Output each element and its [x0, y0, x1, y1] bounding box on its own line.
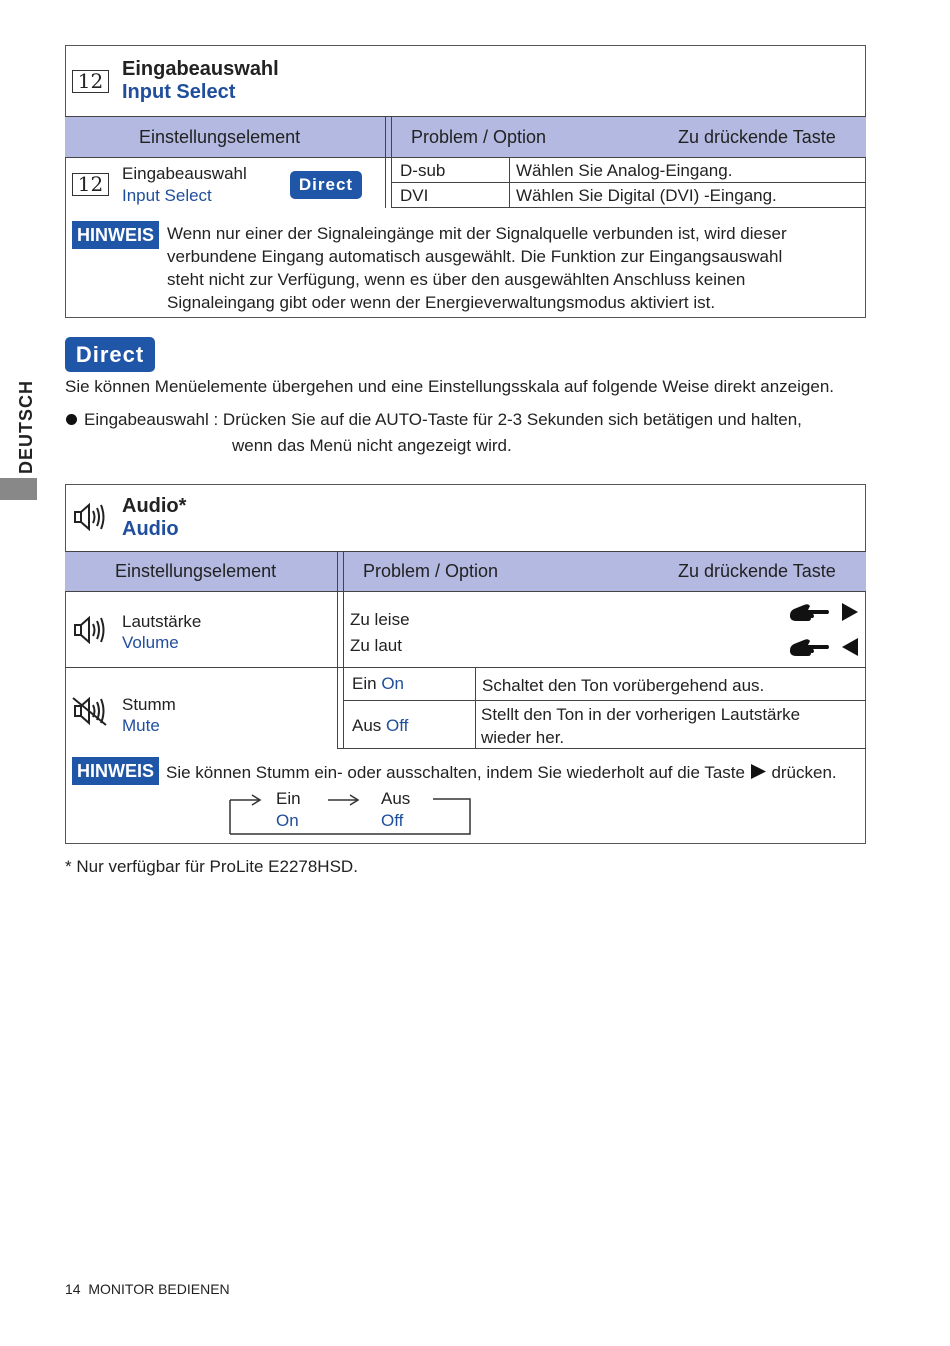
volume-label-de: Lautstärke — [122, 612, 202, 631]
input-select-item-en: Input Select — [122, 186, 212, 205]
volume-too-loud: Zu laut — [350, 636, 402, 655]
speaker-icon — [72, 500, 108, 534]
option-dsub: D-sub — [400, 161, 446, 180]
header-key: Zu drückende Taste — [678, 127, 836, 147]
mute-off-desc: Stellt den Ton in der vorherigen Lautstärke wieder her. — [481, 705, 801, 747]
side-language-label: DEUTSCH — [16, 380, 36, 475]
direct-badge: Direct — [290, 171, 362, 199]
audio-note: Sie können Stumm ein- oder ausschalten, indem Sie wiederholt auf die Taste drücken. — [166, 763, 837, 782]
header-problem-option: Problem / Option — [411, 127, 547, 147]
volume-too-quiet: Zu leise — [350, 610, 410, 629]
header-setting-element: Einstellungselement — [139, 127, 301, 147]
audio-title-en: Audio — [122, 518, 179, 540]
mute-cycle-diagram — [228, 792, 473, 837]
mute-label-en: Mute — [122, 716, 160, 735]
side-tab-marker — [0, 478, 37, 500]
audio-title-de: Audio* — [122, 495, 187, 517]
page-footer: 14 MONITOR BEDIENEN — [65, 1281, 230, 1297]
left-triangle-icon — [840, 636, 860, 658]
input-select-title-de: Eingabeauswahl — [122, 58, 279, 80]
mute-on-desc: Schaltet den Ton vorübergehend aus. — [482, 676, 765, 695]
footnote: * Nur verfügbar für ProLite E2278HSD. — [65, 857, 358, 876]
volume-label-en: Volume — [122, 633, 179, 652]
hinweis-badge: HINWEIS — [72, 221, 159, 249]
right-triangle-icon — [840, 601, 860, 623]
mute-icon — [72, 694, 110, 728]
menu-number-icon: 12 — [72, 173, 109, 196]
audio-panel — [65, 484, 866, 844]
option-dvi: DVI — [400, 186, 429, 205]
cycle-off: Off — [381, 811, 404, 830]
direct-section-badge: Direct — [65, 337, 155, 372]
audio-header-key: Zu drückende Taste — [678, 561, 836, 581]
cycle-on: On — [276, 811, 299, 830]
cycle-ein: Ein — [276, 789, 301, 808]
mute-off-option: Aus Off — [352, 716, 409, 735]
direct-bullet-line1: Eingabeauswahl : Drücken Sie auf die AUTO-Taste für 2-3 Sekunden sich betätigen und halten, — [84, 410, 802, 429]
audio-header-problem-option: Problem / Option — [363, 561, 499, 581]
input-select-title-en: Input Select — [122, 81, 236, 103]
pointing-hand-icon — [788, 601, 830, 623]
option-dsub-desc: Wählen Sie Analog-Eingang. — [516, 161, 733, 180]
speaker-icon — [72, 613, 108, 647]
option-dvi-desc: Wählen Sie Digital (DVI) -Eingang. — [516, 186, 777, 205]
direct-bullet-line2: wenn das Menü nicht angezeigt wird. — [232, 436, 512, 455]
input-select-item-de: Eingabeauswahl — [122, 164, 247, 183]
direct-intro: Sie können Menüelemente übergehen und eine Einstellungsskala auf folgende Weise direkt anzeigen. — [65, 377, 834, 396]
input-select-note: Wenn nur einer der Signaleingänge mit der Signalquelle verbunden ist, wird dieser verbundene Eingang automatisch ausgewählt. Die Funktion zur Eingangsauswahl steht nicht zur Verfügung, wenn es über den ausgewählten Anschluss keinen Signaleingang gibt oder wenn der Energieverwaltungsmodus aktiviert ist. — [167, 224, 787, 312]
cycle-aus: Aus — [381, 789, 411, 808]
pointing-hand-icon — [788, 636, 830, 658]
right-triangle-icon — [750, 763, 767, 780]
bullet-icon — [66, 414, 77, 425]
hinweis-badge: HINWEIS — [72, 757, 159, 785]
mute-label-de: Stumm — [122, 695, 176, 714]
mute-on-option: Ein On — [352, 674, 404, 693]
menu-number-icon: 12 — [72, 70, 109, 93]
audio-header-setting-element: Einstellungselement — [115, 561, 277, 581]
